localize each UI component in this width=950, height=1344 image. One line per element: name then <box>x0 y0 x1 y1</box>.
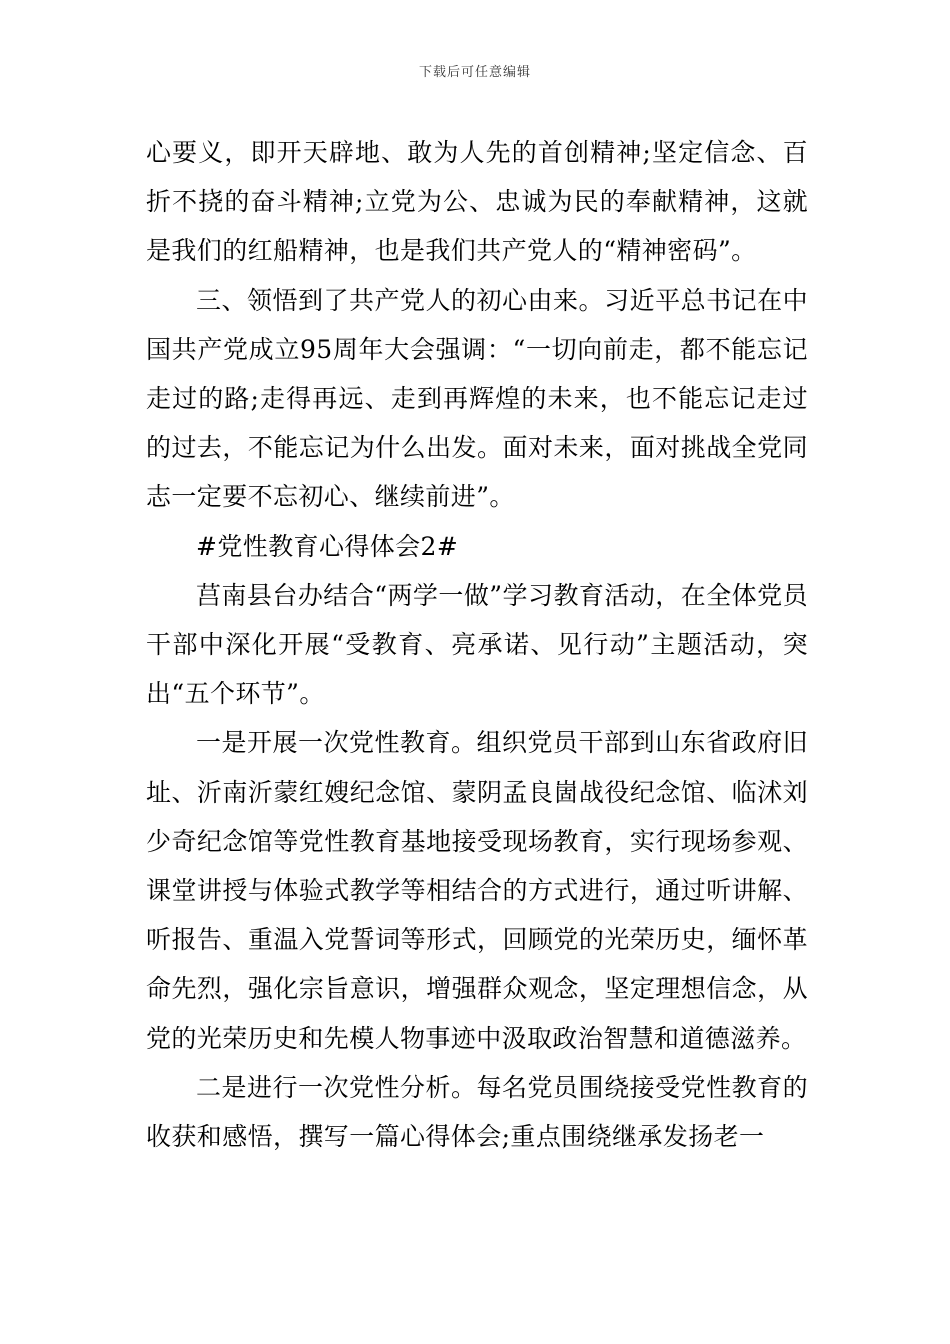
document-body <box>146 128 808 1161</box>
section-heading: #党性教育心得体会2# <box>196 531 459 561</box>
paragraph-section-three: 三、领悟到了共产党人的初心由来。习近平总书记在中国共产党成立95周年大会强调：“一切向前走，都不能忘记走过的路;走得再远、走到再辉煌的未来，也不能忘记走过的过去，不能忘记为什么出发。面对未来，面对挑战全党同志一定要不忘初心、继续前进”。 <box>146 285 808 512</box>
paragraph-point-two: 二是进行一次党性分析。每名党员围绕接受党性教育的收获和感悟，撰写一篇心得体会;重点围绕继承发扬老一 <box>146 1072 808 1152</box>
paragraph-point-one: 一是开展一次党性教育。组织党员干部到山东省政府旧址、沂南沂蒙红嫂纪念馆、蒙阴孟良崮战役纪念馆、临沭刘少奇纪念馆等党性教育基地接受现场教育，实行现场参观、课堂讲授与体验式教学等相结合的方式进行，通过听讲解、听报告、重温入党誓词等形式，回顾党的光荣历史，缅怀革命先烈，强化宗旨意识，增强群众观念，坚定理想信念，从党的光荣历史和先模人物事迹中汲取政治智慧和道德滋养。 <box>146 728 808 1053</box>
paragraph-intro: 莒南县台办结合“两学一做”学习教育活动，在全体党员干部中深化开展“受教育、亮承诺、见行动”主题活动，突出“五个环节”。 <box>146 580 808 709</box>
page-header-note: 下载后可任意编辑 <box>418 65 531 80</box>
paragraph-continuation: 心要义，即开天辟地、敢为人先的首创精神;坚定信念、百折不挠的奋斗精神;立党为公、忠诚为民的奉献精神，这就是我们的红船精神，也是我们共产党人的“精神密码”。 <box>146 138 808 266</box>
